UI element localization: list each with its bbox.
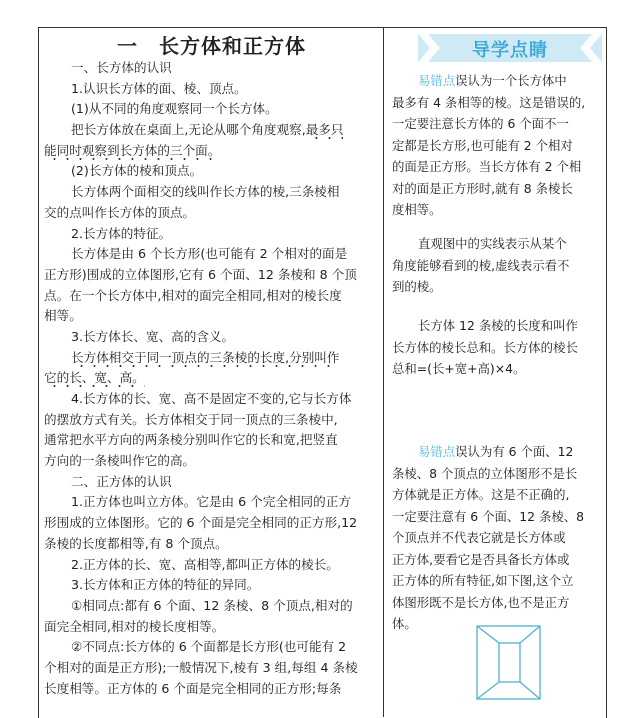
note-text: 体。 (392, 616, 417, 631)
text-line (44, 120, 378, 141)
text-line (44, 58, 378, 79)
text-segment: 交的点叫作长方体的顶点。 (44, 204, 196, 220)
text-line (44, 555, 378, 576)
text-segment: 的摆放方式有关。长方体相交于同一顶点的三条棱中, (44, 411, 338, 427)
emphasized-text: 它的长、宽、高。 (44, 370, 145, 388)
text-line (44, 513, 378, 534)
text-line (44, 637, 378, 658)
mistake-label: 易错点 (418, 73, 456, 88)
text-segment: 通常把水平方向的两条棱分别叫作它的长和宽,把竖直 (44, 432, 338, 448)
emphasized-text: 最多只 (306, 122, 344, 140)
text-line (44, 348, 378, 369)
note-text: 对的面是正方形时,就有 8 条棱长 (392, 180, 573, 196)
note-text: 定都是长方形,也可能有 2 个相对 (392, 137, 573, 153)
text-segment: 3.长方体和正方体的特征的异同。 (71, 577, 260, 593)
note-line (392, 570, 602, 592)
text-segment: 相等。 (44, 308, 82, 324)
text-segment: (1)从不同的角度观察同一个长方体。 (71, 101, 278, 117)
text-line (44, 306, 378, 327)
note-line (392, 358, 602, 380)
note-text: 体图形既不是长方体,也不是正方 (392, 594, 570, 610)
note-line (392, 484, 602, 506)
text-line (44, 327, 378, 348)
note-text: 长方体 12 条棱的长度和叫作 (418, 318, 578, 333)
note-text: 一定要注意长方体的 6 个面不一 (392, 116, 569, 131)
note-text: 一定要注意有 6 个面、12 条棱、8 (392, 508, 585, 524)
note-text: 正方体的所有特征,如下图,这个立 (392, 573, 574, 588)
text-line (44, 141, 378, 162)
text-segment: 条棱的长度都相等,有 8 个顶点。 (44, 535, 228, 551)
text-line (44, 286, 378, 307)
text-line (44, 430, 378, 451)
text-segment: 4.长方体的长、宽、高不是固定不变的,它与长方体 (71, 391, 352, 406)
text-line (44, 368, 378, 389)
text-line (44, 389, 378, 410)
note-text: 方体就是正方体。这是不正确的, (392, 487, 570, 502)
text-segment: 点。在一个长方体中,相对的面完全相同,相对的棱长度 (44, 287, 342, 303)
text-line (44, 534, 378, 555)
note-line (392, 199, 602, 221)
note-text: 到的棱。 (392, 279, 442, 294)
note-text: 长方体的棱长总和。长方体的棱长 (392, 339, 578, 355)
note-line (392, 592, 602, 614)
text-segment: 1.认识长方体的面、棱、顶点。 (71, 80, 247, 96)
sidebar-note (392, 233, 602, 298)
note-text: 度相等。 (392, 202, 442, 217)
text-line (44, 596, 378, 617)
mistake-label: 易错点 (418, 444, 456, 459)
text-segment: 个相对的面是正方形);一般情况下,棱有 3 组,每组 4 条棱 (44, 659, 358, 675)
text-segment: 长方体是由 6 个长方形(也可能有 2 个相对的面是 (71, 246, 348, 262)
note-line (392, 276, 602, 298)
note-line (392, 113, 602, 135)
note-line (392, 506, 602, 528)
text-segment: 长度相等。正方体的 6 个面是完全相同的正方形;每条 (44, 680, 342, 696)
text-segment: 2.长方体的特征。 (71, 225, 172, 241)
note-text: 条棱、8 个顶点的立体图形不是长 (392, 465, 578, 481)
text-line (44, 203, 378, 224)
text-line (44, 224, 378, 245)
note-line (392, 233, 602, 255)
text-segment: 方向的一条棱叫作它的高。 (44, 453, 196, 469)
text-segment: 面完全相同,相对的棱长度相等。 (44, 618, 225, 634)
text-line (44, 472, 378, 493)
text-segment: 2.正方体的长、宽、高相等,都叫正方体的棱长。 (71, 556, 339, 572)
sidebar-note (392, 441, 602, 635)
emphasized-text: 能同时观察到长方体的三个面。 (44, 143, 220, 161)
text-line (44, 161, 378, 182)
text-segment: 长方体两个面相交的线叫作长方体的棱,三条棱相 (71, 184, 340, 200)
text-segment: ②不同点:长方体的 6 个面都是长方形(也可能有 2 (71, 639, 347, 655)
sidebar-banner (418, 34, 602, 62)
text-segment: 正方形)围成的立体图形,它有 6 个面、12 条棱和 8 个顶 (44, 266, 357, 282)
text-line (44, 679, 378, 700)
text-segment: 形围成的立体图形。它的 6 个面是完全相同的正方形,12 (44, 515, 358, 531)
note-line (392, 135, 602, 157)
note-text: 个顶点并不代表它就是长方体或 (392, 530, 566, 545)
note-line (392, 463, 602, 485)
note-text: 直观图中的实线表示从某个 (418, 236, 567, 251)
note-line (392, 70, 602, 92)
text-segment: 一、长方体的认识 (71, 60, 172, 75)
note-text: 误认为有 6 个面、12 (455, 444, 574, 459)
main-content (44, 58, 378, 699)
text-line (44, 79, 378, 100)
text-line (44, 182, 378, 203)
text-line (44, 265, 378, 286)
note-line (392, 441, 602, 463)
note-text: 误认为一个长方体中 (455, 73, 567, 88)
note-text: 总和=(长+宽+高)×4。 (392, 361, 526, 376)
note-line (392, 549, 602, 571)
text-segment: (2)长方体的棱和顶点。 (71, 163, 203, 179)
column-divider (383, 27, 384, 717)
text-line (44, 575, 378, 596)
frustum-figure (476, 625, 542, 701)
text-segment: ①相同点:都有 6 个面、12 条棱、8 个顶点,相对的 (71, 597, 353, 613)
text-line (44, 410, 378, 431)
text-line (44, 99, 378, 120)
text-line (44, 451, 378, 472)
note-text: 最多有 4 条相等的棱。这是错误的, (392, 94, 586, 110)
note-line (392, 92, 602, 114)
note-text: 角度能够看到的棱,虚线表示看不 (392, 257, 570, 273)
text-segment: 二、正方体的认识 (71, 473, 172, 489)
note-text: 正方体,要看它是否具备长方体或 (392, 551, 570, 567)
sidebar-title: 导学点睛 (472, 40, 548, 61)
text-line (44, 492, 378, 513)
note-line (392, 178, 602, 200)
sidebar-note (392, 315, 602, 380)
text-line (44, 244, 378, 265)
text-line (44, 658, 378, 679)
text-segment: 3.长方体长、宽、高的含义。 (71, 328, 235, 344)
sidebar-note (392, 70, 602, 221)
text-segment: 把长方体放在桌面上,无论从哪个角度观察, (71, 122, 306, 138)
text-segment: 1.正方体也叫立方体。它是由 6 个完全相同的正方 (71, 494, 351, 510)
note-line (392, 315, 602, 337)
note-text: 的面是正方形。当长方体有 2 个相 (392, 159, 582, 174)
text-line (44, 617, 378, 638)
chapter-title: 一 长方体和正方体 (117, 34, 306, 58)
note-line (392, 156, 602, 178)
note-line (392, 337, 602, 359)
note-line (392, 255, 602, 277)
emphasized-text: 长方体相交于同一顶点的三条棱的长度,分别叫作 (71, 350, 339, 368)
note-line (392, 527, 602, 549)
